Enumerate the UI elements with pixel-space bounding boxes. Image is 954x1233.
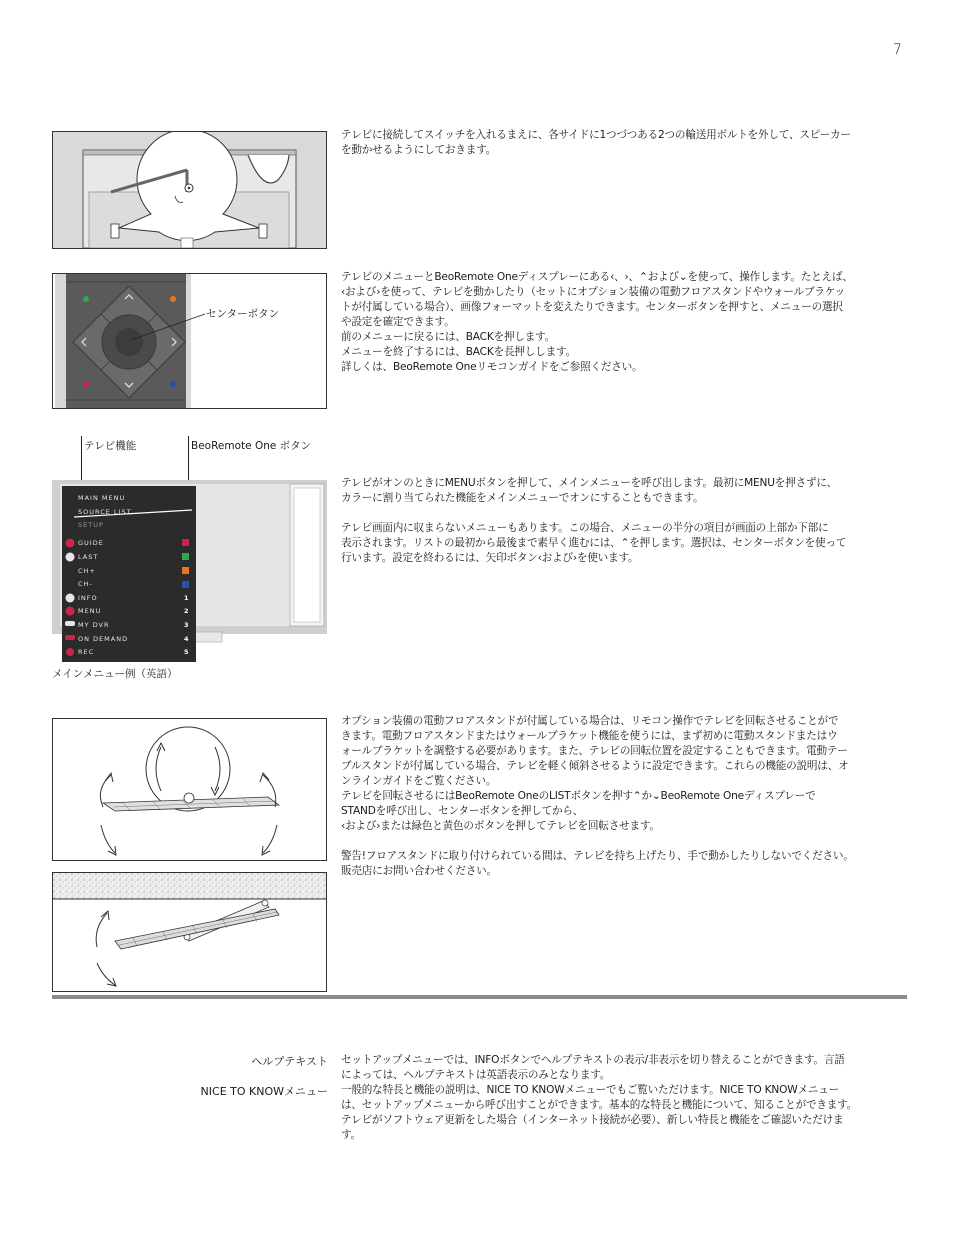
menu-item-ch-up: CH+ (78, 567, 96, 575)
section2-line: メニューを終了するには、BACKを長押しします。 (341, 346, 576, 358)
section4-para1-line: ォールブラケットを調整する必要があります。また、テレビの回転位置を設定することもできます。電動テー (341, 745, 848, 757)
section4-para1-line: テレビを回転させるにはBeoRemote OneのLISTボタンを押す⌃か⌄BeoRemote Oneディスプレーで (341, 790, 816, 802)
menu-key-5: 5 (184, 648, 189, 656)
section4-warning-line: 販売店にお問い合わせください。 (341, 865, 497, 877)
section2-line: テレビのメニューとBeoRemote Oneディスプレーにある‹、›、⌃および⌄を使って、操作します。たとえば、 (341, 271, 853, 283)
figure-stand-rotation (52, 718, 327, 861)
section3-para2-line: テレビ画面内に収まらないメニューもあります。この場合、メニューの半分の項目が画面の上部か下部に (341, 522, 829, 534)
figure-transport-bolts (52, 131, 327, 249)
section2-text (341, 270, 921, 375)
section3-para1-line: テレビがオンのときにMENUボタンを押して、メインメニューを呼び出します。最初にMENUを押さずに、 (341, 477, 838, 489)
section4-para1-line: ‹および›または緑色と黄色のボタンを押してテレビを回転させます。 (341, 820, 660, 832)
menu-header-main: MAIN MENU (78, 494, 126, 502)
help-text-line: によっては、ヘルプテキストは英語表示のみとなります。 (341, 1069, 611, 1081)
section-divider (52, 995, 907, 999)
figure-wall-bracket (52, 872, 327, 992)
menu-item-on-demand: ON DEMAND (78, 635, 129, 643)
menu-key-1: 1 (184, 594, 189, 602)
menu-item-guide: GUIDE (78, 539, 104, 547)
section4-para1-line: きます。電動フロアスタンドまたはウォールブラケット機能を使うには、まず初めに電動スタンドまたはウ (341, 730, 838, 742)
figure-main-menu (52, 480, 327, 662)
menu-key-4: 4 (184, 635, 189, 643)
section4-warning-line: 警告!フロアスタンドに取り付けられている間は、テレビを持ち上げたり、手で動かしたりしないでください。 (341, 850, 854, 862)
section1-line: を動かせるようにしておきます。 (341, 144, 497, 156)
section2-line: や設定を確定できます。 (341, 316, 455, 328)
menu-item-info: INFO (78, 594, 98, 602)
help-text-line: セットアップメニューでは、INFOボタンでヘルプテキストの表示/非表示を切り替えることができます。言語 (341, 1054, 845, 1066)
section2-line: 前のメニューに戻るには、BACKを押します。 (341, 331, 556, 343)
nice-to-know-heading: NICE TO KNOWメニュー (200, 1085, 328, 1098)
tv-function-label: テレビ機能 (84, 440, 137, 452)
menu-item-menu: MENU (78, 607, 102, 615)
section4-para1-line: オプション装備の電動フロアスタンドが付属している場合は、リモコン操作でテレビを回転させることがで (341, 715, 839, 727)
page-number: 7 (893, 42, 902, 58)
section3-text (341, 476, 921, 566)
nice-to-know-line: テレビがソフトウェア更新をした場合（インターネット接続が必要）、新しい特長と機能をご確認いただけま (341, 1114, 844, 1126)
section1-line: テレビに接続してスイッチを入れるまえに、各サイドに1つづつある2つの輸送用ボルトを外して、スピーカー (341, 129, 851, 141)
menu-header-setup: SETUP (78, 521, 104, 529)
menu-item-ch-down: CH- (78, 580, 93, 588)
nice-to-know-body (341, 1083, 921, 1143)
help-text-heading: ヘルプテキスト (251, 1055, 328, 1068)
section1-text (341, 128, 921, 158)
main-menu-caption: メインメニュー例（英語） (52, 668, 178, 680)
section2-line: トが付属している場合）、画像フォーマットを変えたりできます。センターボタンを押すと、メニューの選択 (341, 301, 843, 313)
section3-para2-line: 表示されます。リストの最初から最後まで素早く進むには、⌃を押します。選択は、センターボタンを使って (341, 537, 847, 549)
nice-to-know-line: す。 (341, 1129, 361, 1141)
figure-remote-navigation (52, 273, 327, 409)
center-button-label: センターボタン (206, 308, 280, 320)
menu-item-rec: REC (78, 648, 95, 656)
menu-key-2: 2 (184, 607, 189, 615)
nice-to-know-line: は、セットアップメニューから呼び出すことができます。基本的な特長と機能について、知ることができます。 (341, 1099, 858, 1111)
section3-para1-line: カラーに割り当てられた機能をメインメニューでオンにすることもできます。 (341, 492, 704, 504)
section4-para1-line: ブルスタンドが付属している場合、テレビを軽く傾斜させるように設定できます。これらの機能の説明は、オ (341, 760, 849, 772)
menu-item-my-dvr: MY DVR (78, 621, 110, 629)
menu-key-3: 3 (184, 621, 189, 629)
section4-text (341, 714, 921, 879)
section4-para1-line: ンラインガイドをご覧ください。 (341, 775, 497, 787)
section2-line: 詳しくは、BeoRemote Oneリモコンガイドをご参照ください。 (341, 361, 643, 373)
section2-line: ‹および›を使って、テレビを動かしたり（セットにオプション装備の電動フロアスタンドやウォールブラケッ (341, 286, 846, 298)
help-text-body (341, 1053, 921, 1083)
section4-para1-line: STANDを呼び出し、センターボタンを押してから、 (341, 805, 584, 817)
nice-to-know-line: 一般的な特長と機能の説明は、NICE TO KNOWメニューでもご覧いただけます。NICE TO KNOWメニュー (341, 1084, 840, 1096)
section3-para2-line: 行います。設定を終わるには、矢印ボタン‹および›を使います。 (341, 552, 639, 564)
menu-item-last: LAST (78, 553, 99, 561)
menu-header-source: SOURCE LIST (78, 508, 132, 516)
remote-button-label: BeoRemote One ボタン (191, 440, 312, 452)
